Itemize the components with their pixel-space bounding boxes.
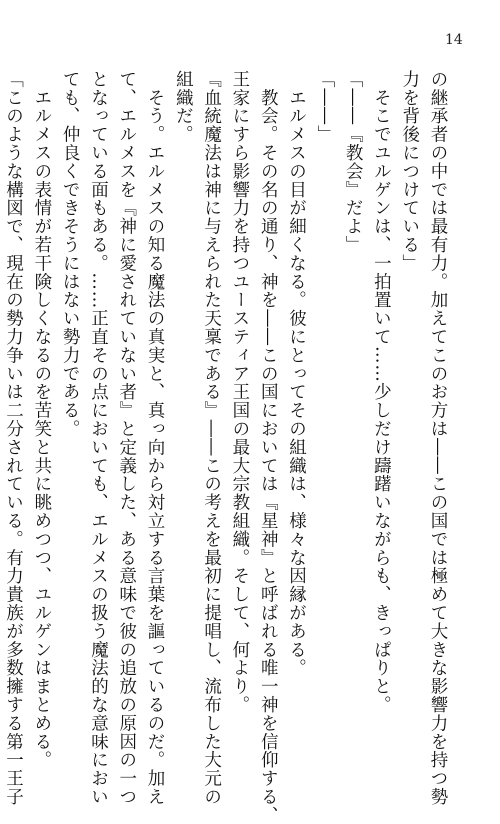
page-number: 14 [445,32,463,48]
vertical-text-body [0,70,452,824]
text-line: となっている面もある。……正直その点においても、エルメスの扱う魔法的な意味におい [88,70,109,806]
text-line: 『血統魔法は神に与えられた天稟である』――この考えを最初に提唱し、流布した大元の [201,70,222,806]
text-line: エルメスの表情が若干険しくなるのを苦笑と共に眺めつつ、ユルゲンはまとめる。 [31,70,52,770]
text-line: ても、仲良くできそうにはない勢力である。 [60,70,81,438]
text-line: エルメスの目が細くなる。彼にとってその組織は、様々な因縁がある。 [286,70,307,678]
text-line: そこでユルゲンは、一拍置いて……少しだけ躊躇いながらも、きっぱりと。 [371,70,392,714]
text-line: 力を背後につけている」 [399,70,420,273]
text-line: 王家にすら影響力を持つユースティア王国の最大宗教組織。そして、何より。 [229,70,250,714]
text-line: 「――」 [314,70,335,144]
text-line: 「――『教会』だよ」 [343,70,364,254]
text-line: 「このような構図で、現在の勢力争いは二分されている。有力貴族が多数擁する第一王子 [3,70,24,806]
text-line: 組織だ。 [173,70,194,144]
text-line: の継承者の中では最有力。加えてこのお方は――この国では極めて大きな影響力を持つ勢 [428,70,448,806]
text-line: そう。エルメスの知る魔法の真実と、真っ向から対立する言葉を謳っているのだ。加え [145,70,166,806]
text-line: 教会。その名の通り、神を――この国においては『星神』と呼ばれる唯一神を信仰する、 [258,70,279,824]
text-line: て、エルメスを『神に愛されていない者』と定義した、ある意味で彼の追放の原因の一つ [116,70,137,806]
